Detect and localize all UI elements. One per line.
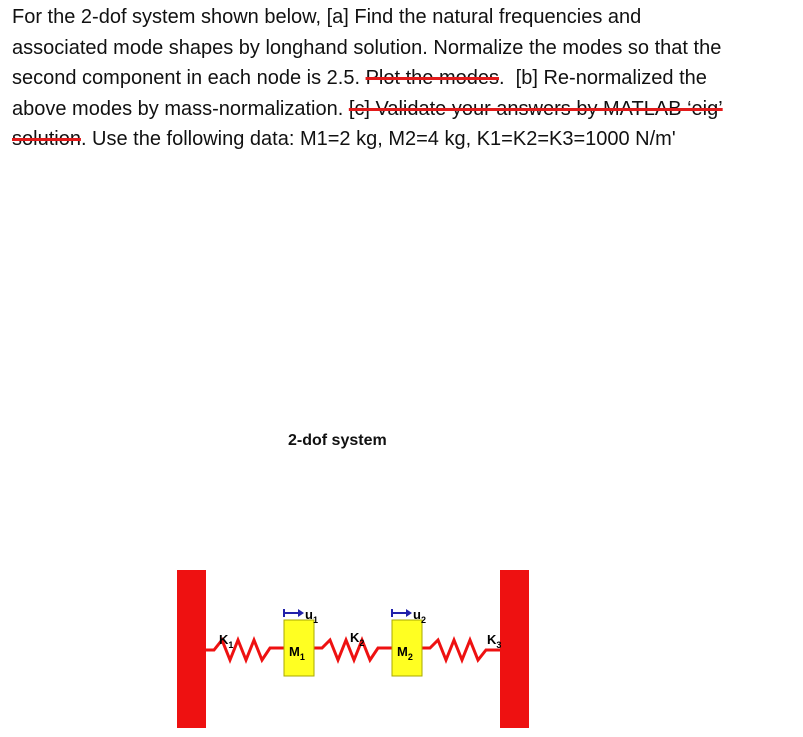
question-line-2: associated mode shapes by longhand solution. Normalize the modes so that the [12,36,722,59]
k3-label: $K_3$ [487,632,502,650]
struck-plot-modes: Plot the modes [365,67,499,89]
k2-label: $K_2$ [350,630,365,648]
m2-label: $M_2$ [397,644,413,662]
u2-arrow-icon [392,609,412,617]
diagram-caption: 2-dof system [288,432,387,449]
u1-label: $u_1$ [305,607,318,625]
struck-solution: solution [12,128,81,150]
m1-label: $M_1$ [289,644,305,662]
left-wall [177,570,206,728]
question-line-3: second component in each node is 2.5. Plot the modes. [b] Re-normalized the [12,67,707,89]
question-line-1: For the 2-dof system shown below, [a] Find the natural frequencies and [12,6,642,28]
right-wall [500,570,529,728]
question-line-4: above modes by mass-normalization. [c] Validate your answers by MATLAB ‘eig’ [12,97,723,120]
struck-matlab-validation: [c] Validate your answers by MATLAB ‘eig’ [348,97,723,120]
u1-arrow-icon [284,609,304,617]
spring-k1 [206,640,284,660]
u2-label: $u_2$ [413,607,426,625]
question-line-5: solution. Use the following data: M1=2 kg, M2=4 kg, K1=K2=K3=1000 N/m' [12,128,676,150]
k1-label: $K_1$ [219,632,234,650]
